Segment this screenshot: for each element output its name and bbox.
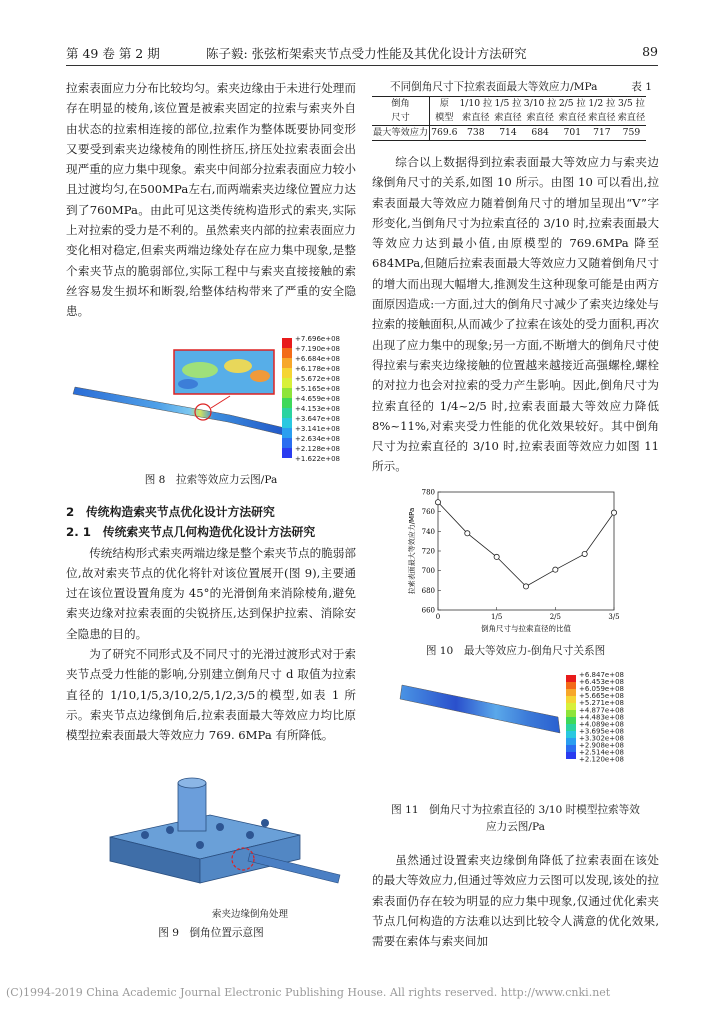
fig11-legend-label: +6.059e+08 [579, 685, 624, 694]
fig8-legend-label: +4.153e+08 [295, 405, 340, 413]
fig9-label: 索夹边缘倒角处理 [212, 909, 289, 920]
table-header-cell: 索直径 [494, 112, 522, 123]
cable-shape [400, 685, 560, 733]
x-tick-label: 0 [435, 613, 441, 621]
fig11-caption [372, 802, 659, 836]
y-tick-label: 700 [421, 567, 435, 576]
fig11-stress-contour [398, 667, 658, 767]
fig10-line-chart [404, 484, 634, 634]
fig11-legend-label: +3.302e+08 [579, 734, 624, 743]
fig11-caption-line1: 图 11 倒角尺寸为拉索直径的 3/10 时模型拉索等效 [391, 804, 640, 816]
x-tick-label: 3/5 [608, 613, 620, 621]
data-point [494, 554, 499, 559]
left-paragraph-1 [66, 78, 356, 322]
y-tick-label: 660 [421, 606, 435, 615]
table-row-label: 最大等效应力 [372, 126, 430, 141]
fig8-legend-label: +2.634e+08 [295, 435, 340, 443]
running-header [66, 44, 658, 62]
data-point [553, 567, 558, 572]
fig11-legend-label: +6.453e+08 [579, 678, 624, 687]
table1-grid [372, 96, 646, 141]
table-header-cell: 1/10 拉 [459, 98, 493, 109]
series-line [438, 502, 614, 586]
journal-issue: 第 49 卷 第 2 期 [66, 46, 160, 61]
table-header-cell: 索直径 [617, 112, 646, 123]
table-header-cell: 模型 [430, 111, 459, 126]
y-tick-label: 680 [421, 586, 435, 595]
paragraph-text: 传统结构形式索夹两端边缘是整个索夹节点的脆弱部位,故对索夹节点的优化将针对该位置展开(图 9),主要通过在该位置设置角度为 45°的光滑倒角来消除棱角,避免索夹边缘对拉索表面的尖锐挤压,达到保护拉索、消除安全隐患的目的。 [66, 545, 356, 641]
fig8-legend-label: +1.622e+08 [295, 455, 340, 463]
fig8-legend-label: +4.659e+08 [295, 395, 340, 403]
table-header-cell: 倒角 [372, 97, 430, 112]
table-1 [372, 96, 646, 141]
table-header-cell: 原 [430, 97, 459, 112]
table-cell: 684 [523, 126, 558, 141]
fig8-caption: 图 8 拉索等效应力云图/Pa [144, 474, 278, 486]
zoom-inset [174, 350, 274, 394]
page-number: 89 [642, 44, 658, 59]
header-rule [66, 65, 658, 66]
paragraph-text: 虽然通过设置索夹边缘倒角降低了拉索表面在该处的最大等效应力,但通过等效应力云图可以发现,该处的拉索表面仍存在较为明显的应力集中现象,仅通过优化索夹节点几何构造的方法难以达到比较令人满意的优化效果,需要在索体与索夹间加 [372, 853, 659, 949]
table-cell: 759 [617, 126, 647, 141]
fig11-legend-labels [579, 671, 624, 764]
fig8-legend-label: +3.141e+08 [295, 425, 340, 433]
fig11-color-bar [566, 675, 576, 759]
table-cell: 769.6 [430, 126, 459, 141]
data-point [435, 500, 440, 505]
figure-8 [70, 330, 360, 465]
fig11-legend-label: +5.271e+08 [579, 699, 624, 708]
table-cell: 738 [458, 126, 493, 141]
fig8-legend-label: +3.647e+08 [295, 415, 340, 423]
left-section-2 [66, 502, 356, 746]
fig11-legend-label: +5.665e+08 [579, 692, 624, 701]
paragraph-text: 为了研究不同形式及不同尺寸的光滑过渡形式对于索夹节点受力性能的影响,分别建立倒角尺寸 d 取值为拉索直径的 1/10,1/5,3/10,2/5,1/2,3/5的模型,如表 1 所示。索夹节点边缘倒角后,拉索表面最大等效应力均比原模型拉索表面最大等效应力 769. 6MPa 有所降低。 [66, 647, 356, 743]
x-tick-label: 2/5 [549, 613, 561, 621]
fig8-legend-label: +5.672e+08 [295, 375, 340, 383]
fig11-legend-label: +4.483e+08 [579, 713, 624, 722]
table-header-cell: 3/5 拉 [617, 98, 645, 109]
x-tick-label: 1/5 [491, 613, 503, 621]
fig11-legend-label: +6.847e+08 [579, 671, 624, 679]
fig11-legend-label: +2.120e+08 [579, 755, 624, 764]
figure-11 [398, 667, 658, 767]
data-point [582, 551, 587, 556]
table-header-cell: 索直径 [526, 112, 554, 123]
fig10-caption: 图 10 最大等效应力-倒角尺寸关系图 [425, 645, 606, 657]
paragraph-text: 拉索表面应力分布比较均匀。索夹边缘由于未进行处理而存在明显的棱角,该位置是被索夹固定的拉索与索夹外自由状态的拉索相连接的部位,拉索作为整体既要协同变形又要受到索夹边缘棱角的刚性挤压,挤压处拉索表面会出现严重的应力集中现象。索夹中间部分拉索表面应力较小且过渡均匀,在500MPa左右,而两端索夹边缘位置应力达到了760MPa。由此可见这类传统构造形式的索夹,实际上对拉索的受力是不利的。虽然索夹内部的拉索表面应力变化相对稳定,但索夹两端边缘处存在应力集中现象,是整个索夹节点的脆弱部位,实际工程中与索夹直接接触的索丝容易发生损坏和断裂,给整体结构带来了严重的安全隐患。 [66, 81, 356, 319]
y-tick-label: 720 [421, 547, 435, 556]
table-header-cell: 索直径 [588, 112, 616, 123]
y-tick-label: 740 [421, 527, 435, 536]
table-cell: 714 [493, 126, 523, 141]
fig8-legend-label: +7.696e+08 [295, 335, 340, 343]
fig9-clamp-model [100, 775, 350, 910]
figure-10 [404, 484, 634, 634]
y-tick-label: 760 [421, 508, 435, 517]
table-header-cell: 1/5 拉 [494, 98, 522, 109]
plot-frame [438, 492, 614, 610]
right-paragraph-1 [372, 152, 659, 477]
running-title: 陈子毅: 张弦桁架索夹节点受力性能及其优化设计方法研究 [206, 46, 527, 61]
fig8-color-bar [282, 338, 292, 458]
data-point [611, 510, 616, 515]
paragraph-text: 综合以上数据得到拉索表面最大等效应力与索夹边缘倒角尺寸的关系,如图 10 所示。由图 10 可以看出,拉索表面最大等效应力随着倒角尺寸的增加呈现出“V”字形变化,当倒角尺寸为拉索直径的 3/10 时,拉索表面最大等效应力达到最小值,由原模型的 769.6MPa 降至 684MPa,但随后拉索表面最大等效应力又随着倒角尺寸的增大而出现大幅增大,推测发生这种现象可能是由两方面原因造成:一方面,过大的倒角尺寸减少了索夹边缘处与拉索的接触面积,从而减少了拉索在该处的受力面积,再次出现了应力集中的现象;另一方面,不断增大的倒角尺寸使得拉索与索夹边缘接触的位置越来越接近高强螺栓,螺栓的对拉力也会对拉索的受力产生影响。因此,倒角尺寸为拉索直径的 1/4~2/5 时,拉索表面最大等效应力降低 8%~11%,对索夹受力性能的优化效果较好。其中倒角尺寸为拉索直径的 3/10 时,拉索表面等效应力如图 11 所示。 [372, 155, 659, 474]
data-point [523, 584, 528, 589]
table1-title: 不同倒角尺寸下拉索表面最大等效应力/MPa [390, 81, 598, 93]
table-header-cell: 1/2 拉 [588, 98, 616, 109]
fig11-caption-line2: 应力云图/Pa [486, 821, 545, 833]
section-heading-2: 2 传统构造索夹节点优化设计方法研究 [66, 505, 275, 519]
table-header-cell: 索直径 [558, 112, 587, 123]
fig11-legend-label: +2.514e+08 [579, 748, 624, 757]
fig9-caption: 图 9 倒角位置示意图 [158, 927, 264, 939]
fig8-legend-label: +5.165e+08 [295, 385, 340, 393]
copyright-footer: (C)1994-2019 China Academic Journal Electronic Publishing House. All rights reserved. http://www.cnki.net [6, 986, 611, 999]
table-header-cell: 尺寸 [391, 112, 410, 123]
section-heading-2-1: 2. 1 传统索夹节点几何构造优化设计方法研究 [66, 525, 316, 540]
fig8-legend-label: +2.128e+08 [295, 445, 340, 453]
data-point [465, 531, 470, 536]
x-axis-label: 倒角尺寸与拉索直径的比值 [481, 624, 571, 633]
fig11-legend-label: +2.908e+08 [579, 741, 624, 750]
y-axis-label: 拉索表面最大等效应力/MPa [408, 507, 416, 595]
table-header-cell: 3/10 拉 [523, 98, 557, 109]
fig8-legend-label: +6.178e+08 [295, 365, 340, 373]
table-header-cell: 2/5 拉 [558, 98, 586, 109]
fig11-legend-label: +4.089e+08 [579, 720, 624, 729]
fig8-stress-contour [70, 330, 360, 465]
table-header-cell: 索直径 [462, 112, 490, 123]
table1-label: 表 1 [631, 81, 652, 93]
fig8-legend-label: +6.684e+08 [295, 355, 340, 363]
fig8-legend-labels [295, 335, 340, 463]
right-paragraph-2 [372, 850, 659, 951]
y-tick-label: 780 [421, 488, 435, 497]
fig8-legend-label: +7.190e+08 [295, 345, 340, 353]
table-cell: 717 [587, 126, 617, 141]
fig11-legend-label: +4.877e+08 [579, 706, 624, 715]
table-cell: 701 [558, 126, 588, 141]
fig11-legend-label: +3.695e+08 [579, 727, 624, 736]
figure-9 [100, 775, 350, 910]
